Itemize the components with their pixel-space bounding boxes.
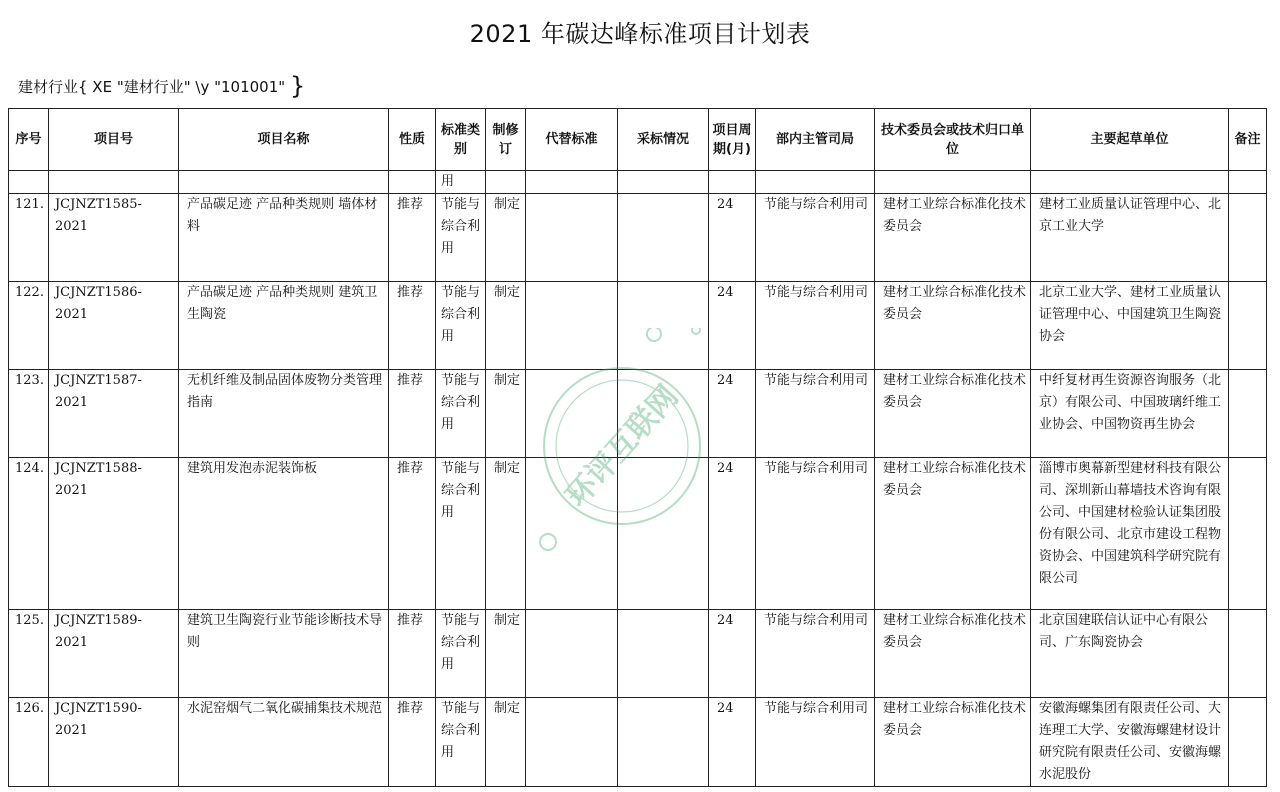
row-replace bbox=[525, 610, 617, 698]
table-row bbox=[9, 610, 1267, 698]
row-remark bbox=[1228, 370, 1266, 458]
field-brace: } bbox=[289, 72, 306, 100]
row-category: 节能与综合利用 bbox=[435, 698, 485, 787]
row-revise: 制定 bbox=[485, 282, 525, 370]
row-name: 建筑用发泡赤泥装饰板 bbox=[178, 458, 388, 610]
row-adopt bbox=[617, 282, 708, 370]
table-row bbox=[9, 458, 1267, 610]
header-nature: 性质 bbox=[388, 109, 435, 171]
row-name: 产品碳足迹 产品种类规则 墙体材料 bbox=[178, 194, 388, 282]
row-drafter: 淄博市奥幕新型建材科技有限公司、深圳新山幕墙技术咨询有限公司、中国建材检验认证集团股份有限公司、北京市建设工程物资协会、中国建筑科学研究院有限公司 bbox=[1030, 458, 1228, 610]
row-remark bbox=[1228, 282, 1266, 370]
row-revise: 制定 bbox=[485, 698, 525, 787]
row-replace bbox=[525, 282, 617, 370]
row-nature: 推荐 bbox=[388, 698, 435, 787]
row-no: 122. bbox=[9, 282, 49, 370]
header-committee: 技术委员会或技术归口单位 bbox=[874, 109, 1030, 171]
row-committee: 建材工业综合标准化技术委员会 bbox=[874, 370, 1030, 458]
row-category: 节能与综合利用 bbox=[435, 458, 485, 610]
row-period: 24 bbox=[708, 698, 755, 787]
row-period: 24 bbox=[708, 194, 755, 282]
table-header-row bbox=[9, 109, 1267, 171]
row-revise: 制定 bbox=[485, 458, 525, 610]
row-replace bbox=[525, 370, 617, 458]
table-row bbox=[9, 698, 1267, 787]
row-no: 123. bbox=[9, 370, 49, 458]
header-drafter: 主要起草单位 bbox=[1030, 109, 1228, 171]
row-code: JCJNZT1590-2021 bbox=[48, 698, 178, 787]
row-period: 24 bbox=[708, 610, 755, 698]
table-row bbox=[9, 370, 1267, 458]
industry-field-text: 建材行业{ XE "建材行业" \y "101001" bbox=[18, 78, 290, 96]
row-revise: 制定 bbox=[485, 194, 525, 282]
row-remark bbox=[1228, 194, 1266, 282]
row-dept: 节能与综合利用司 bbox=[755, 282, 874, 370]
row-drafter: 中纤复材再生资源咨询服务（北京）有限公司、中国玻璃纤维工业协会、中国物资再生协会 bbox=[1030, 370, 1228, 458]
row-committee: 建材工业综合标准化技术委员会 bbox=[874, 194, 1030, 282]
row-no: 126. bbox=[9, 698, 49, 787]
row-nature: 推荐 bbox=[388, 370, 435, 458]
row-code: JCJNZT1588-2021 bbox=[48, 458, 178, 610]
row-nature: 推荐 bbox=[388, 282, 435, 370]
row-code: JCJNZT1585-2021 bbox=[48, 194, 178, 282]
header-category: 标准类别 bbox=[435, 109, 485, 171]
row-no: 124. bbox=[9, 458, 49, 610]
row-nature: 推荐 bbox=[388, 458, 435, 610]
row-revise: 制定 bbox=[485, 610, 525, 698]
table-row bbox=[9, 282, 1267, 370]
row-code: JCJNZT1587-2021 bbox=[48, 370, 178, 458]
header-replace: 代替标准 bbox=[525, 109, 617, 171]
header-period: 项目周期(月) bbox=[708, 109, 755, 171]
row-code: JCJNZT1589-2021 bbox=[48, 610, 178, 698]
row-adopt bbox=[617, 610, 708, 698]
row-category: 节能与综合利用 bbox=[435, 194, 485, 282]
row-replace bbox=[525, 698, 617, 787]
row-drafter: 北京工业大学、建材工业质量认证管理中心、中国建筑卫生陶瓷协会 bbox=[1030, 282, 1228, 370]
row-name: 无机纤维及制品固体废物分类管理指南 bbox=[178, 370, 388, 458]
row-revise: 制定 bbox=[485, 370, 525, 458]
row-drafter: 北京国建联信认证中心有限公司、广东陶瓷协会 bbox=[1030, 610, 1228, 698]
row-no: 121. bbox=[9, 194, 49, 282]
row-no: 125. bbox=[9, 610, 49, 698]
row-category: 节能与综合利用 bbox=[435, 282, 485, 370]
row-nature: 推荐 bbox=[388, 610, 435, 698]
row-category: 节能与综合利用 bbox=[435, 370, 485, 458]
header-adopt: 采标情况 bbox=[617, 109, 708, 171]
row-adopt bbox=[617, 194, 708, 282]
watermark-text: 环评互联网 bbox=[559, 378, 686, 514]
row-remark bbox=[1228, 458, 1266, 610]
row-code: JCJNZT1586-2021 bbox=[48, 282, 178, 370]
row-committee: 建材工业综合标准化技术委员会 bbox=[874, 282, 1030, 370]
row-drafter: 安徽海螺集团有限责任公司、大连理工大学、安徽海螺建材设计研究院有限责任公司、安徽海螺水泥股份 bbox=[1030, 698, 1228, 787]
row-name: 水泥窑烟气二氧化碳捕集技术规范 bbox=[178, 698, 388, 787]
row-period: 24 bbox=[708, 282, 755, 370]
row-dept: 节能与综合利用司 bbox=[755, 370, 874, 458]
row-adopt bbox=[617, 698, 708, 787]
row-name: 产品碳足迹 产品种类规则 建筑卫生陶瓷 bbox=[178, 282, 388, 370]
row-dept: 节能与综合利用司 bbox=[755, 458, 874, 610]
header-no: 序号 bbox=[9, 109, 49, 171]
row-nature: 推荐 bbox=[388, 194, 435, 282]
row-category: 节能与综合利用 bbox=[435, 610, 485, 698]
header-revise: 制修订 bbox=[485, 109, 525, 171]
row-dept: 节能与综合利用司 bbox=[755, 698, 874, 787]
row-dept: 节能与综合利用司 bbox=[755, 194, 874, 282]
header-remark: 备注 bbox=[1228, 109, 1266, 171]
row-remark bbox=[1228, 610, 1266, 698]
row-name: 建筑卫生陶瓷行业节能诊断技术导则 bbox=[178, 610, 388, 698]
page-title: 2021 年碳达峰标准项目计划表 bbox=[469, 20, 811, 48]
row-replace bbox=[525, 458, 617, 610]
row-committee: 建材工业综合标准化技术委员会 bbox=[874, 698, 1030, 787]
header-dept: 部内主管司局 bbox=[755, 109, 874, 171]
standards-plan-table bbox=[8, 108, 1267, 787]
row-replace bbox=[525, 194, 617, 282]
row-adopt bbox=[617, 458, 708, 610]
row-drafter: 建材工业质量认证管理中心、北京工业大学 bbox=[1030, 194, 1228, 282]
header-code: 项目号 bbox=[48, 109, 178, 171]
continuation-category: 用 bbox=[435, 171, 485, 194]
table-row bbox=[9, 194, 1267, 282]
row-remark bbox=[1228, 698, 1266, 787]
row-adopt bbox=[617, 370, 708, 458]
row-dept: 节能与综合利用司 bbox=[755, 610, 874, 698]
row-period: 24 bbox=[708, 370, 755, 458]
continuation-row bbox=[9, 171, 1267, 194]
industry-field-code bbox=[18, 72, 305, 100]
header-name: 项目名称 bbox=[178, 109, 388, 171]
row-committee: 建材工业综合标准化技术委员会 bbox=[874, 610, 1030, 698]
row-committee: 建材工业综合标准化技术委员会 bbox=[874, 458, 1030, 610]
row-period: 24 bbox=[708, 458, 755, 610]
